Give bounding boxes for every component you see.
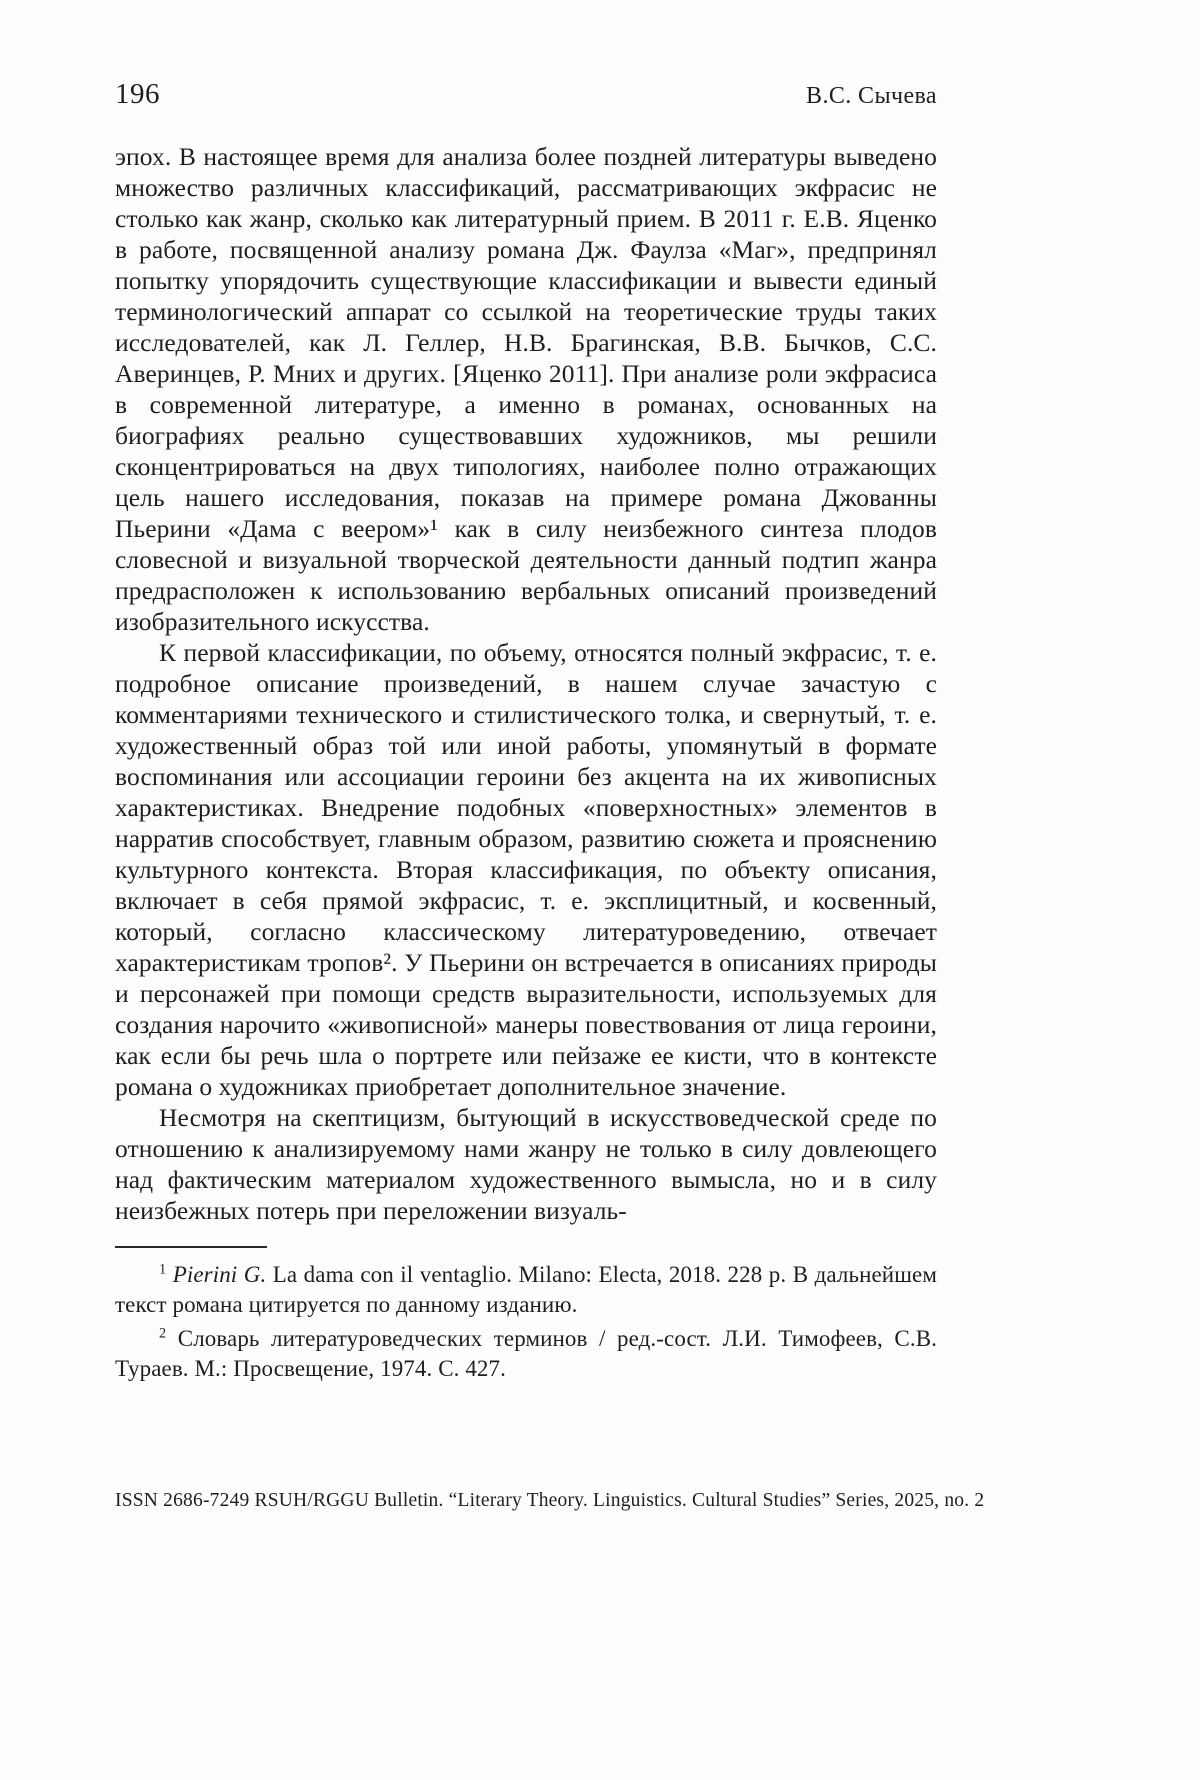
paragraph: К первой классификации, по объему, относятся полный экфрасис, т. е. подробное описание произведений, в нашем случае зачастую с комментариями технического и стилистического толка, и свернутый, т. е. художественный образ той или иной работы, упомянутый в формате воспоминания или ассоциации героини без акцента на их живописных характеристиках. Внедрение подобных «поверхностных» элементов в нарратив способствует, главным образом, развитию сюжета и прояснению культурного контекста. Вторая классификация, по объекту описания, включает в себя прямой экфрасис, т. е. эксплицитный, и косвенный, который, согласно классическому литературоведению, отвечает характеристикам тропов². У Пьерини он встречается в описаниях природы и персонажей при помощи средств выразительности, используемых для создания нарочито «живописной» манеры повествования от лица героини, как если бы речь шла о портрете или пейзаже ее кисти, что в контексте романа о художниках приобретает дополнительное значение.: [115, 638, 937, 1101]
article-body: [115, 141, 937, 1226]
page-footer: [115, 1490, 985, 1512]
page-number: 196: [115, 78, 160, 110]
content-column: [115, 78, 937, 1388]
footnote-author-italic: Pierini G.: [172, 1262, 267, 1287]
footnote-text: Словарь литературоведческих терминов / ред.-сост. Л.И. Тимофеев, С.В. Тураев. М.: Просвещение, 1974. С. 427.: [115, 1326, 937, 1381]
footnote: [115, 1260, 937, 1320]
footnote-marker: 1: [159, 1261, 167, 1278]
footnote-text: La dama con il ventaglio. Milano: Electa, 2018. 228 p. В дальнейшем текст романа цитируется по данному изданию.: [115, 1262, 937, 1317]
running-head: [115, 78, 937, 111]
footnote-separator: [115, 1246, 267, 1248]
running-head-author: В.С. Сычева: [806, 83, 937, 109]
paragraph: Несмотря на скептицизм, бытующий в искусствоведческой среде по отношению к анализируемому нами жанру не только в силу довлеющего над фактическим материалом художественного вымысла, но и в силу неизбежных потерь при переложении визуаль-: [115, 1103, 937, 1225]
footnotes-section: [115, 1260, 937, 1384]
paragraph: эпох. В настоящее время для анализа более поздней литературы выведено множество различных классификаций, рассматривающих экфрасис не столько как жанр, сколько как литературный прием. В 2011 г. Е.В. Яценко в работе, посвященной анализу романа Дж. Фаулза «Маг», предпринял попытку упорядочить существующие классификации и вывести единый терминологический аппарат со ссылкой на теоретические труды таких исследователей, как Л. Геллер, Н.В. Брагинская, В.В. Бычков, С.С. Аверинцев, Р. Мних и других. [Яценко 2011]. При анализе роли экфрасиса в современной литературе, а именно в романах, основанных на биографиях реально существовавших художников, мы решили сконцентрироваться на двух типологиях, наиболее полно отражающих цель нашего исследования, показав на примере романа Джованны Пьерини «Дама с веером»¹ как в силу неизбежного синтеза плодов словесной и визуальной творческой деятельности данный подтип жанра предрасположен к использованию вербальных описаний произведений изобразительного искусства.: [115, 142, 937, 636]
footnote: [115, 1324, 937, 1384]
footnote-marker: 2: [159, 1325, 167, 1342]
issn-journal-line: ISSN 2686-7249 RSUH/RGGU Bulletin. “Literary Theory. Linguistics. Cultural Studies” Series, 2025, no. 2: [115, 1490, 985, 1511]
